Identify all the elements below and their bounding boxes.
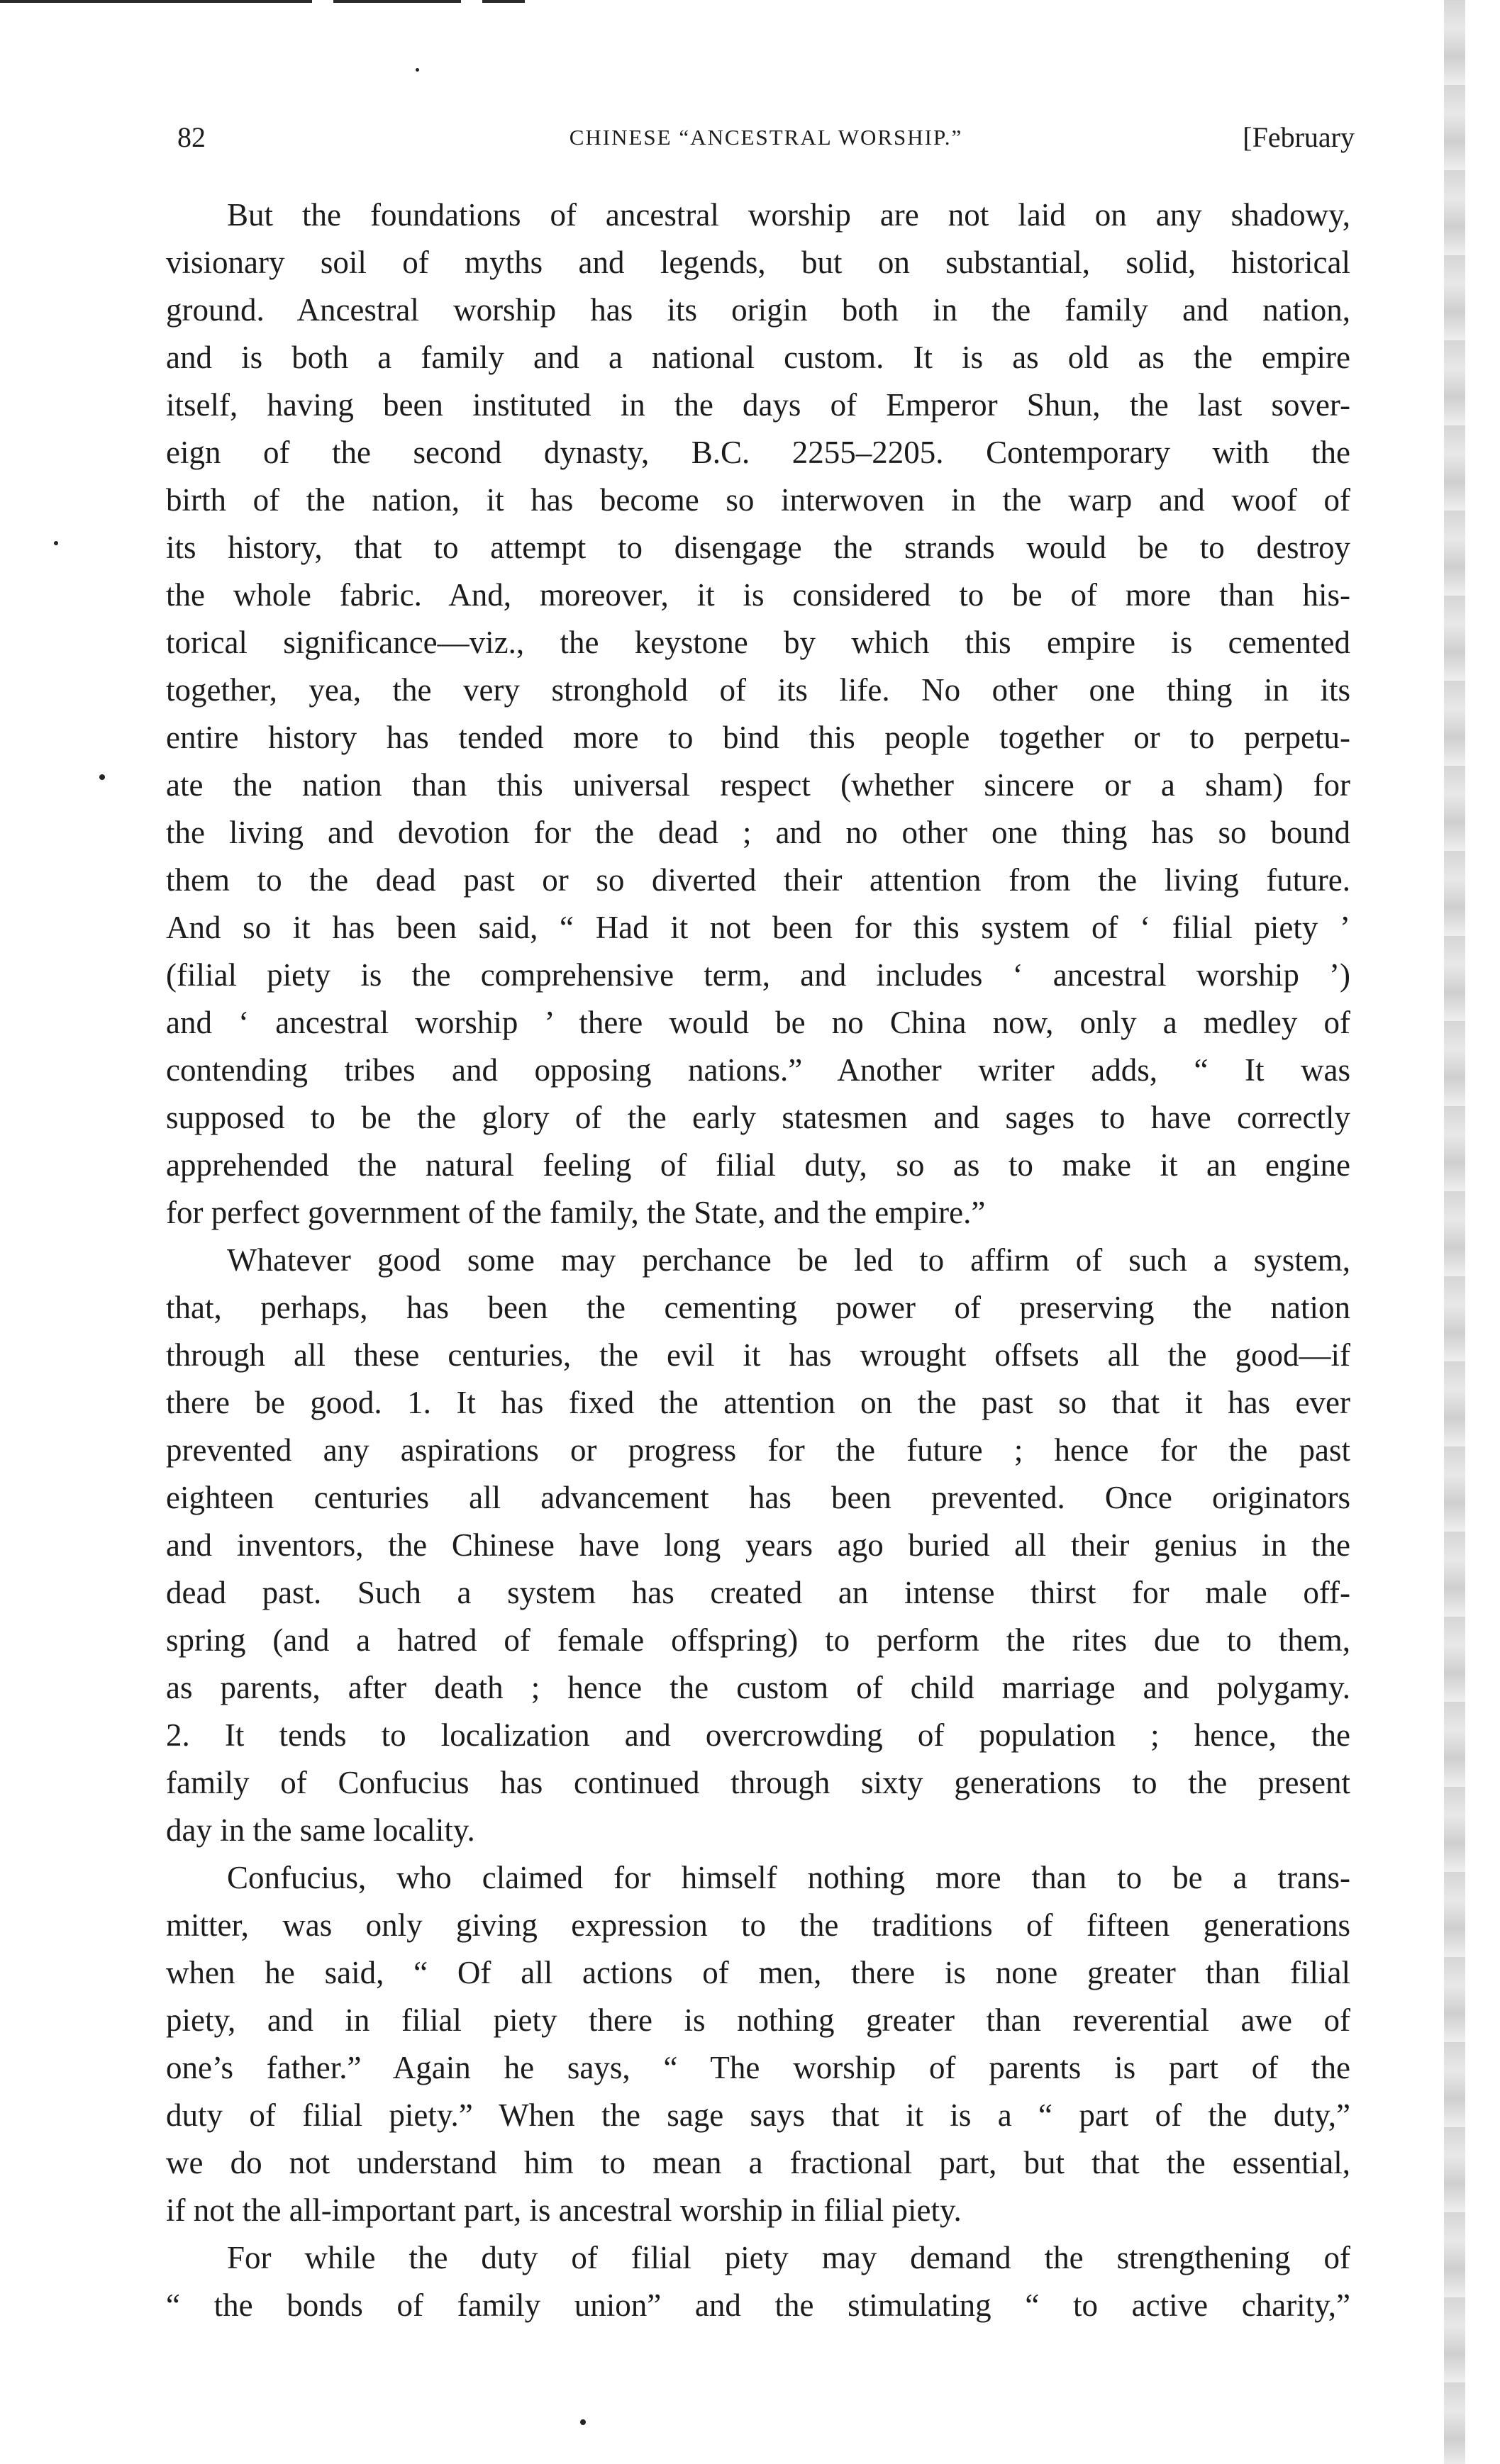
text-line: we do not understand him to mean a fractional part, but that the essential, (166, 2145, 1350, 2180)
text-line: (filial piety is the comprehensive term, and includes ‘ ancestral worship ’) (166, 957, 1350, 993)
paragraph (166, 191, 1350, 1237)
text-line: But the foundations of ancestral worship are not laid on any shadowy, (227, 197, 1350, 233)
text-line: family of Confucius has continued through sixty generations to the present (166, 1765, 1350, 1800)
paragraph (166, 2234, 1350, 2329)
text-line: contending tribes and opposing nations.” Another writer adds, “ It was (166, 1052, 1350, 1088)
page-header (177, 121, 1355, 163)
text-line: through all these centuries, the evil it has wrought offsets all the good—if (166, 1337, 1350, 1373)
text-line: entire history has tended more to bind this people together or to perpetu- (166, 720, 1350, 755)
text-line: apprehended the natural feeling of filial duty, so as to make it an engine (166, 1147, 1350, 1183)
paragraph (166, 1854, 1350, 2234)
running-head: CHINESE “ANCESTRAL WORSHIP.” (569, 125, 963, 150)
text-line: Confucius, who claimed for himself nothing more than to be a trans- (227, 1860, 1350, 1895)
text-line: dead past. Such a system has created an intense thirst for male off- (166, 1575, 1350, 1610)
top-border-rule (0, 0, 1500, 9)
text-line: supposed to be the glory of the early statesmen and sages to have correctly (166, 1100, 1350, 1135)
text-line: when he said, “ Of all actions of men, there is none greater than filial (166, 1955, 1350, 1990)
text-line: duty of filial piety.” When the sage says that it is a “ part of the duty,” (166, 2097, 1350, 2133)
ink-speck (580, 2419, 586, 2425)
text-line: spring (and a hatred of female offspring) to perform the rites due to them, (166, 1622, 1350, 1658)
text-line: itself, having been instituted in the days of Emperor Shun, the last sover- (166, 387, 1350, 423)
header-month: [February (1243, 121, 1355, 153)
text-line: birth of the nation, it has become so interwoven in the warp and woof of (166, 482, 1350, 518)
page-number: 82 (177, 121, 206, 153)
text-line: as parents, after death ; hence the custom of child marriage and polygamy. (166, 1670, 1350, 1705)
text-line: them to the dead past or so diverted their attention from the living future. (166, 862, 1350, 898)
text-line: mitter, was only giving expression to the traditions of fifteen generations (166, 1907, 1350, 1943)
text-line: and ‘ ancestral worship ’ there would be no China now, only a medley of (166, 1005, 1350, 1040)
text-line: and inventors, the Chinese have long years ago buried all their genius in the (166, 1527, 1350, 1563)
text-line: eign of the second dynasty, B.C. 2255–2205. Contemporary with the (166, 435, 1350, 470)
text-line: piety, and in filial piety there is nothing greater than reverential awe of (166, 2002, 1350, 2038)
text-line: that, perhaps, has been the cementing power of preserving the nation (166, 1290, 1350, 1325)
text-line: together, yea, the very stronghold of its life. No other one thing in its (166, 672, 1350, 708)
text-line: For while the duty of filial piety may demand the strengthening of (227, 2240, 1350, 2275)
text-line: one’s father.” Again he says, “ The worship of parents is part of the (166, 2050, 1350, 2085)
paragraph (166, 1237, 1350, 1854)
ink-speck (416, 68, 419, 72)
ink-speck (54, 541, 58, 545)
text-line: the living and devotion for the dead ; and no other one thing has so bound (166, 815, 1350, 850)
text-line: there be good. 1. It has fixed the attention on the past so that it has ever (166, 1385, 1350, 1420)
text-line: ate the nation than this universal respect (whether sincere or a sham) for (166, 767, 1350, 803)
text-line: ground. Ancestral worship has its origin both in the family and nation, (166, 292, 1350, 328)
text-line: its history, that to attempt to disengage the strands would be to destroy (166, 530, 1350, 565)
text-line: torical significance—viz., the keystone by which this empire is cemented (166, 625, 1350, 660)
text-line: And so it has been said, “ Had it not been for this system of ‘ filial piety ’ (166, 910, 1350, 945)
text-line: visionary soil of myths and legends, but on substantial, solid, historical (166, 245, 1350, 280)
text-line: Whatever good some may perchance be led to affirm of such a system, (227, 1242, 1350, 1278)
text-line: “ the bonds of family union” and the stimulating “ to active charity,” (166, 2287, 1350, 2323)
text-line: 2. It tends to localization and overcrowding of population ; hence, the (166, 1717, 1350, 1753)
text-line: day in the same locality. (166, 1812, 475, 1848)
ink-speck (99, 774, 105, 780)
body-text (166, 191, 1350, 2329)
text-line: and is both a family and a national custom. It is as old as the empire (166, 340, 1350, 375)
text-line: the whole fabric. And, moreover, it is considered to be of more than his- (166, 577, 1350, 613)
text-line: if not the all-important part, is ancestral worship in filial piety. (166, 2192, 962, 2228)
text-line: prevented any aspirations or progress for the future ; hence for the past (166, 1432, 1350, 1468)
page-edge-shadow (1444, 0, 1465, 2464)
text-line: eighteen centuries all advancement has been prevented. Once originators (166, 1480, 1350, 1515)
text-line: for perfect government of the family, the State, and the empire.” (166, 1195, 986, 1230)
